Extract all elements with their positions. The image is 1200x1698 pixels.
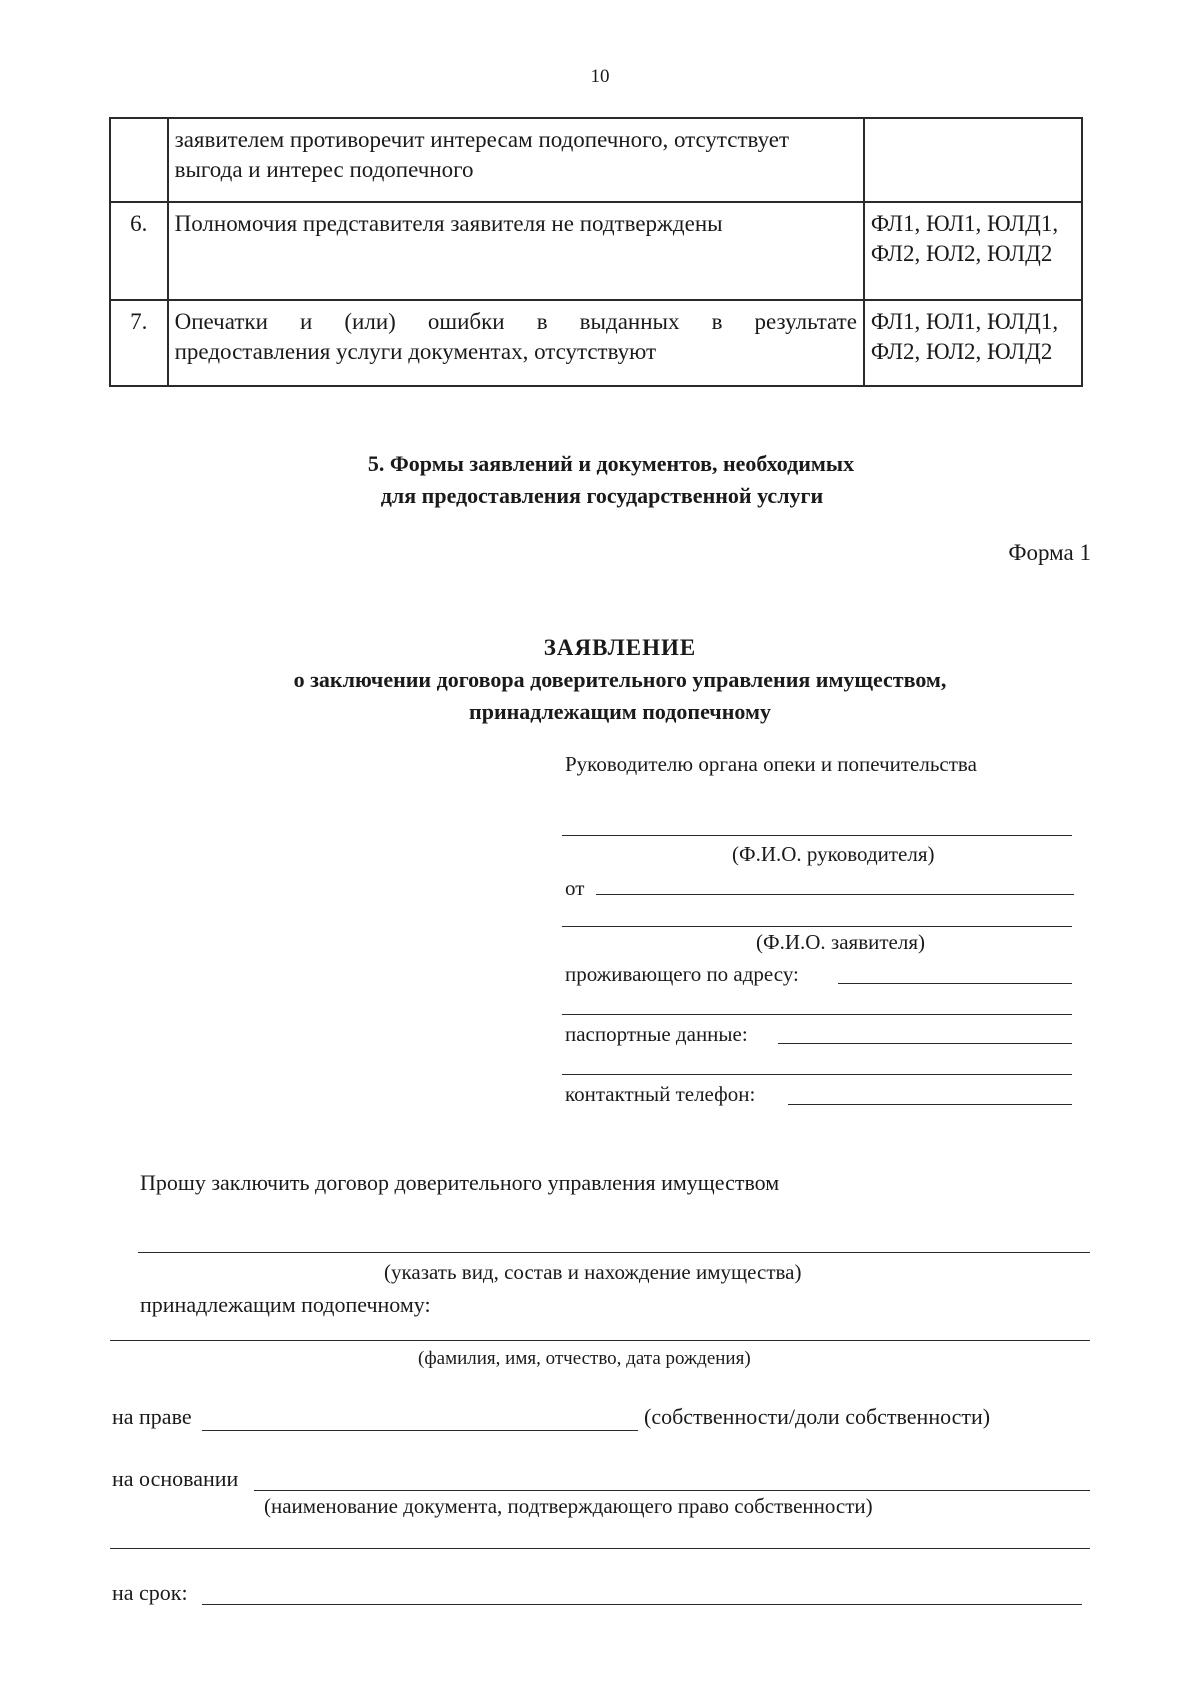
- right-label: на праве: [112, 1404, 192, 1429]
- document-title-block: [0, 632, 1200, 728]
- head-name-line[interactable]: [562, 835, 1072, 836]
- term-label: на срок:: [112, 1580, 188, 1605]
- address-label: проживающего по адресу:: [565, 962, 799, 986]
- row-text: [168, 300, 864, 386]
- passport-line[interactable]: [778, 1043, 1072, 1044]
- term-line[interactable]: [202, 1604, 1082, 1605]
- request-intro: Прошу заключить договор доверительного управления имуществом: [140, 1170, 780, 1195]
- right-line[interactable]: [202, 1430, 638, 1431]
- section-title-line: 5. Формы заявлений и документов, необходимых: [367, 451, 855, 476]
- phone-line[interactable]: [788, 1104, 1072, 1105]
- basis-caption: (наименование документа, подтверждающего право собственности): [264, 1494, 873, 1518]
- row-text-line: заявителем противоречит интересам подопечного, отсутствует: [174, 127, 790, 152]
- document-subtitle-line: о заключении договора доверительного управления имуществом,: [293, 667, 947, 692]
- row-codes-line: ФЛ1, ЮЛ1, ЮЛД1,: [870, 309, 1059, 334]
- addressee-label: Руководителю органа опеки и попечительства: [565, 752, 977, 776]
- document-title: ЗАЯВЛЕНИЕ: [543, 635, 697, 660]
- property-line[interactable]: [138, 1252, 1090, 1253]
- row-codes-line: ФЛ2, ЮЛ2, ЮЛД2: [870, 339, 1053, 364]
- applicant-name-line[interactable]: [596, 894, 1074, 895]
- basis-line[interactable]: [254, 1490, 1090, 1491]
- applicant-name-line-2[interactable]: [562, 926, 1072, 927]
- criteria-table: [109, 117, 1083, 387]
- row-codes-line: ФЛ2, ЮЛ2, ЮЛД2: [870, 241, 1053, 266]
- passport-label: паспортные данные:: [565, 1022, 748, 1046]
- from-label: от: [565, 876, 585, 900]
- ward-line[interactable]: [110, 1340, 1090, 1341]
- address-line-2[interactable]: [562, 1014, 1072, 1015]
- row-codes-line: ФЛ1, ЮЛ1, ЮЛД1,: [870, 211, 1059, 236]
- section-title-line: для предоставления государственной услуги: [380, 483, 824, 508]
- phone-label: контактный телефон:: [565, 1082, 756, 1106]
- basis-label: на основании: [112, 1466, 239, 1491]
- belonging-label: принадлежащим подопечному:: [140, 1292, 431, 1317]
- table-row: [110, 118, 1082, 202]
- table-row: [110, 300, 1082, 386]
- form-label: Форма 1: [1008, 540, 1091, 565]
- basis-line-2[interactable]: [110, 1548, 1090, 1549]
- row-text-line: выгода и интерес подопечного: [174, 157, 474, 182]
- right-suffix: (собственности/доли собственности): [644, 1404, 991, 1429]
- address-line[interactable]: [838, 983, 1072, 984]
- row-codes: [864, 118, 1082, 202]
- document-subtitle-line: принадлежащим подопечному: [469, 699, 771, 724]
- passport-line-2[interactable]: [562, 1074, 1072, 1075]
- row-number: 6.: [110, 202, 168, 300]
- property-caption: (указать вид, состав и нахождение имущества): [384, 1260, 802, 1284]
- page-number: 10: [590, 66, 610, 87]
- row-number: [110, 118, 168, 202]
- row-text: [168, 202, 864, 300]
- table-row: [110, 202, 1082, 300]
- row-codes: [864, 300, 1082, 386]
- head-name-caption: (Ф.И.О. руководителя): [732, 842, 935, 866]
- row-text-line: Опечатки и (или) ошибки в выданных в результате: [174, 309, 857, 334]
- applicant-name-caption: (Ф.И.О. заявителя): [756, 930, 925, 954]
- row-text: [168, 118, 864, 202]
- row-text-line: Полномочия представителя заявителя не подтверждены: [174, 211, 723, 236]
- ward-caption: (фамилия, имя, отчество, дата рождения): [418, 1348, 751, 1369]
- row-number: 7.: [110, 300, 168, 386]
- row-codes: [864, 202, 1082, 300]
- section-title: [0, 448, 1200, 512]
- row-text-line: предоставления услуги документах, отсутствуют: [174, 339, 657, 364]
